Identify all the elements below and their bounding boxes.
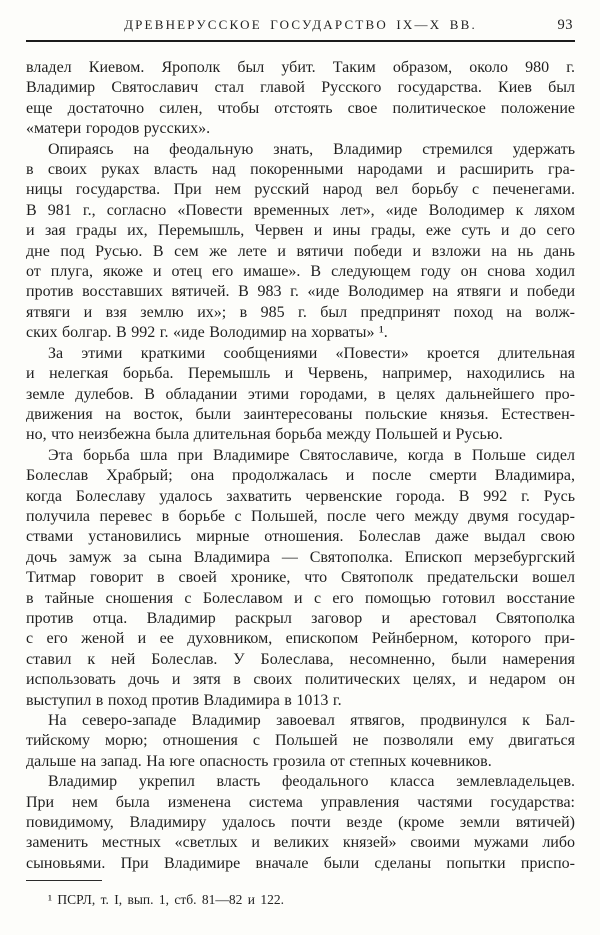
header-rule [26,40,575,42]
footnote-separator [26,880,102,881]
text-line: выступил в поход против Владимира в 1013 г. [26,691,342,709]
text-line: повидимому, Владимиру удалось почти везде (кроме земли вятичей) [26,814,575,832]
text-line: дне под Русью. В сем же лете и вятичи победи и взложи на нь дань [26,242,575,260]
text-line: «матери городов русских». [26,120,211,138]
paragraph [26,446,575,711]
paragraph [26,711,575,772]
text-line: Титмар говорит в своей хронике, что Святополк предательски вошел [26,569,575,587]
paragraph [26,140,575,344]
text-line: использовать дочь и зятя в своих политических целях, и недаром он [26,671,575,689]
text-line: Болеслав Храбрый; она продолжалась и после смерти Владимира, [26,467,575,485]
body-text [26,58,575,874]
text-line: получила перевес в борьбе с Польшей, после чего между двумя государ- [26,507,575,525]
text-line: и зая грады их, Перемышль, Червен и ины грады, еже суть и до сего [26,222,575,240]
text-line: В 981 г., согласно «Повести временных лет», «иде Володимер к ляхом [26,201,575,219]
text-line: Опираясь на феодальную знать, Владимир стремился удержать [48,140,575,158]
text-line: ставил к ней Болеслав. У Болеслава, несомненно, были намерения [26,650,575,668]
text-line: При нем была изменена система управления частями государства: [26,793,575,811]
text-line: ятвяги и взя землю их»; в 985 г. был предпринят поход на волж- [26,303,575,321]
text-line: движения на восток, были заинтересованы польские князья. Естествен- [26,405,575,423]
text-line: дочь замуж за сына Владимира — Святополка. Епископ мерзебургский [26,548,575,566]
text-line: дальше на запад. На юге опасность грозила от степных кочевников. [26,752,492,770]
text-line: и нелегкая борьба. Перемышль и Червень, например, находились на [26,365,575,383]
text-line: За этими краткими сообщениями «Повести» кроется длительная [48,344,575,362]
text-line: ствами установились мирные отношения. Болеслав даже выдал свою [26,528,575,546]
page-number: 93 [557,17,573,33]
text-line: Владимир Святославич стал главой Русского государства. Киев был [26,79,575,97]
text-line: в своих руках власть над покоренными народами и расширить гра- [26,161,575,179]
text-line: земле дулебов. В обладании этими городами, в целях дальнейшего про- [26,385,575,403]
text-line: против восставших вятичей. В 983 г. «иде Володимер на ятвяги и победи [26,283,575,301]
text-line: но, что неизбежна была длительная борьба между Польшей и Русью. [26,426,503,444]
paragraph [26,772,575,874]
text-line: владел Киевом. Ярополк был убит. Таким образом, около 980 г. [26,59,575,76]
text-line: На северо-западе Владимир завоевал ятвягов, продвинулся к Бал- [48,712,575,729]
running-header-title: ДРЕВНЕРУССКОЕ ГОСУДАРСТВО IX—X ВВ. [124,17,477,32]
text-line: от плуга, якоже и отец его имаше». В следующем году он снова ходил [26,263,575,281]
text-line: в тайные сношения с Болеславом и с его помощью готовил восстание [26,589,575,607]
text-line: когда Болеславу удалось захватить червенские города. В 992 г. Русь [26,487,575,505]
text-line: заменить местных «светлых и великих князей» своими мужами либо [26,834,575,852]
text-line: сыновьями. При Владимире вначале были сделаны попытки приспо- [26,854,575,872]
text-line: с его женой и ее духовником, епископом Рейнберном, которого при- [26,630,575,648]
text-line: еще достаточно силен, чтобы отстоять свое политическое положение [26,99,575,117]
text-line: против отца. Владимир раскрыл заговор и арестовал Святополка [26,609,575,627]
paragraph [26,344,575,446]
text-line: тийскому морю; отношения с Польшей не позволяли ему двигаться [26,732,575,750]
text-line: Владимир укрепил власть феодального класса землевладельцев. [48,773,575,791]
text-line: Эта борьба шла при Владимире Святославиче, когда в Польше сидел [48,446,575,464]
paragraph [26,58,575,140]
text-line: ских болгар. В 992 г. «иде Володимир на хорваты» ¹. [26,324,388,342]
footnote: ¹ ПСРЛ, т. I, вып. 1, стб. 81—82 и 122. [48,892,284,908]
running-header [26,17,575,33]
text-line: ницы государства. При нем русский народ вел борьбу с печенегами. [26,181,575,199]
